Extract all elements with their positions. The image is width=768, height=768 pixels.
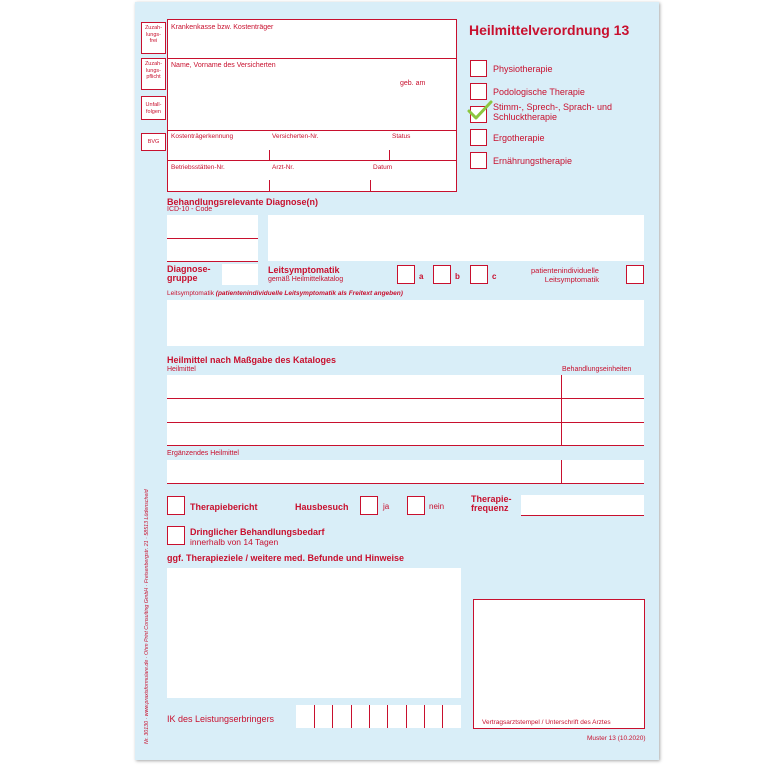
ik-label: IK des Leistungserbringers [167,714,275,724]
kasse-label: Krankenkasse bzw. Kostenträger [171,24,274,31]
checkmark-icon [467,101,493,121]
status-label: Status [392,133,411,140]
bvg-box[interactable] [141,133,166,151]
patientenindividuelle-checkbox[interactable] [626,265,644,284]
therapiefrequenz-field[interactable] [521,495,644,516]
unfallfolgen-label: Unfall- folgen [145,102,162,115]
divider [168,130,456,131]
prescription-form-sheet [135,2,659,760]
geb-label: geb. am [400,80,426,87]
diagnosegruppe-label: Diagnose- gruppe [167,264,211,283]
zuzahlungsfrei-box[interactable] [141,22,166,54]
ernaehrung-checkbox[interactable] [470,152,487,169]
divider [424,705,425,728]
ergotherapie-checkbox[interactable] [470,129,487,146]
podologie-label: Podologische Therapie [493,87,585,97]
icd-label: ICD-10 - Code [167,206,213,213]
icd-field-2[interactable] [167,239,258,261]
option-a-checkbox[interactable] [397,265,415,284]
divider [269,180,270,191]
therapiefrequenz-label: Therapie- frequenz [471,494,512,513]
divider [442,705,443,728]
therapieziele-heading: ggf. Therapieziele / weitere med. Befunde und Hinweise [167,553,405,563]
diagnose-text-field[interactable] [268,215,644,261]
divider [167,483,644,484]
hausbesuch-label: Hausbesuch [295,502,349,512]
side-imprint: Nr. 30130 · www.praxisformulare.de · Ohm Print Consulting GmbH · Freisenbergstr. 21 · 58513 Lüdenscheid [144,489,150,744]
versnr-label: Versicherten-Nr. [272,133,319,140]
hausbesuch-nein-checkbox[interactable] [407,496,425,515]
datum-label: Datum [373,164,393,171]
ergaenzendes-heilmittel-field[interactable] [167,460,644,484]
option-a-label: a [419,272,424,281]
divider [167,445,644,446]
option-c-checkbox[interactable] [470,265,488,284]
kennung-label: Kostenträgerkennung [171,133,234,140]
diagnosegruppe-field[interactable] [222,264,258,285]
hausbesuch-ja-checkbox[interactable] [360,496,378,515]
heilmittel-heading: Heilmittel nach Maßgabe des Kataloges [167,355,337,365]
arztnr-label: Arzt-Nr. [272,164,295,171]
podologie-checkbox[interactable] [470,83,487,100]
divider [167,261,258,262]
divider [370,180,371,191]
ergaenzendes-heilmittel-label: Ergänzendes Heilmittel [167,450,239,457]
physiotherapie-checkbox[interactable] [470,60,487,77]
option-c-label: c [492,272,497,281]
ergotherapie-label: Ergotherapie [493,133,545,143]
name-label: Name, Vorname des Versicherten [171,62,276,69]
leitsymptomatik-freitext-field[interactable] [167,300,644,346]
ja-label: ja [383,502,390,511]
unfallfolgen-box[interactable] [141,96,166,120]
icd-field-1[interactable] [167,215,258,238]
divider [332,705,333,728]
form-title: Heilmittelverordnung 13 [469,22,630,38]
zuzahlungspflicht-label: Zuzah- lungs- pflicht [144,61,163,80]
ernaehrung-label: Ernährungstherapie [493,156,573,166]
patient-data-box [167,19,457,192]
divider [269,150,270,160]
stempel-label: Vertragsarztstempel / Unterschrift des Arztes [482,719,611,726]
dringlich-title: Dringlicher Behandlungsbedarf [190,527,325,537]
behandlungseinheiten-label: Behandlungseinheiten [562,366,632,373]
heilmittel-table[interactable] [167,375,644,446]
therapiebericht-label: Therapiebericht [190,502,258,512]
stimm-sprech-checkbox[interactable] [470,106,487,123]
divider [561,375,562,446]
ik-field[interactable] [296,705,461,728]
leit-free-label-text: Leitsymptomatik [167,290,214,297]
divider [387,705,388,728]
therapieziele-field[interactable] [167,568,461,698]
divider [167,398,644,399]
option-b-label: b [455,272,460,281]
divider [389,150,390,160]
leit-free-note: (patientenindividuelle Leitsymptomatik als Freitext angeben) [215,290,403,297]
leitsymptomatik-sub-label: gemäß Heilmittelkatalog [268,276,344,283]
option-b-checkbox[interactable] [433,265,451,284]
divider [314,705,315,728]
leitsymptomatik-label: Leitsymptomatik [268,265,340,275]
stimm-sprech-label: Stimm-, Sprech-, Sprach- und Schlucktherapie [493,102,613,122]
physiotherapie-label: Physiotherapie [493,64,553,74]
heilmittel-col-label: Heilmittel [167,366,196,373]
divider [168,160,456,161]
zuzahlungspflicht-box[interactable] [141,58,166,90]
form [135,2,659,760]
dringlich-sub: innerhalb von 14 Tagen [190,537,279,547]
divider [406,705,407,728]
divider [168,58,456,59]
divider [561,460,562,484]
therapiebericht-checkbox[interactable] [167,496,185,515]
divider [167,422,644,423]
divider [369,705,370,728]
zuzahlungsfrei-label: Zuzah- lungs- frei [144,25,163,44]
arztstempel-box[interactable] [473,599,645,729]
leit-free-label [167,290,403,297]
nein-label: nein [429,502,445,511]
muster-label: Muster 13 (10.2020) [587,735,646,742]
bsnr-label: Betriebsstätten-Nr. [171,164,225,171]
bvg-label: BVG [147,139,160,145]
dringlich-checkbox[interactable] [167,526,185,545]
patientenindividuelle-label: patientenindividuelle Leitsymptomatik [531,266,599,284]
divider [351,705,352,728]
diagnose-heading: Behandlungsrelevante Diagnose(n) [167,197,319,207]
